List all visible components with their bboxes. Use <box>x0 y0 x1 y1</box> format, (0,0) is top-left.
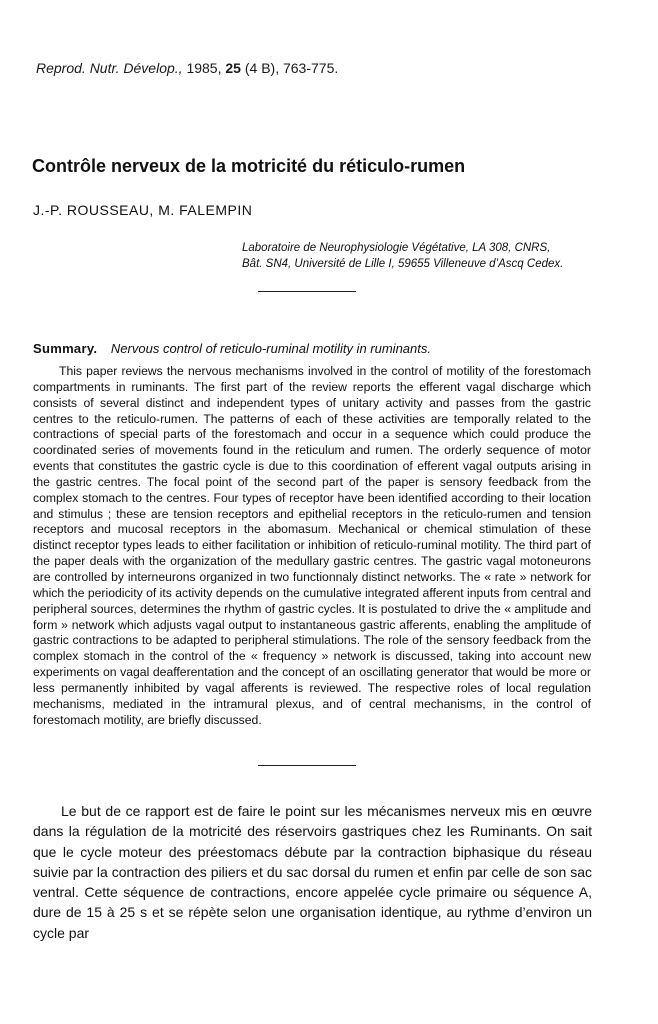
issue-pages: (4 B), 763-775. <box>244 60 339 76</box>
article-title: Contrôle nerveux de la motricité du réticulo-rumen <box>32 156 466 176</box>
section-divider-top <box>258 291 356 292</box>
summary-subtitle: Nervous control of reticulo-ruminal motility in ruminants. <box>110 341 431 356</box>
affiliation-line-2: Bât. SN4, Université de Lille I, 59655 Villeneuve d’Ascq Cedex. <box>242 258 564 270</box>
journal-citation <box>36 60 338 76</box>
abstract-text: This paper reviews the nervous mechanisms involved in the control of motility of the forestomach compartments in ruminants. The first part of the review reports the efferent vagal discharge which consists of several distinct and independent types of unitary activity and passes from the gastric centres to the reticulo-rumen. The patterns of each of these activities are temporally related to the contractions of special parts of the forestomach and occur in a sequence which could produce the coordinated series of movements found in the reticulum and rumen. The orderly sequence of motor events that constitutes the gastric cycle is due to this coordination of efferent vagal outputs arising in the gastric centres. The focal point of the second part of the paper is sensory feedback from the complex stomach to the centres. Four types of receptor have been identified according to their location and stimulus ; these are tension receptors and epithelial receptors in the reticulo-rumen and tension receptors and mucosal receptors in the abomasum. Mechanical or chemical stimulation of these distinct receptor types leads to either facilitation or inhibition of reticulo-ruminal motility. The third part of the paper deals with the organization of the medullary gastric centres. The gastric vagal motoneurons are controlled by interneurons organized in two functionnaly distinct networks. The « rate » network for which the periodicity of its activity depends on the cumulative integrated afferent inputs from central and peripheral sources, determines the rhythm of gastric cycles. It is postulated to drive the « amplitude and form » network which adjusts vagal output to instantaneous gastric afferents, enabling the amplitude of gastric contractions to be adapted to peripheral stimulations. The role of the sensory feedback from the complex stomach in the control of the « frequency » network is discussed, taking into account new experiments on vagal deafferentation and the concept of an oscillating generator that would be more or less permanently inhibited by vagal afferents is reviewed. The respective roles of local regulation mechanisms, mediated in the intramural plexus, and of central mechanisms, in the control of forestomach motility, are briefly discussed. <box>33 364 592 727</box>
affiliation-line-1: Laboratoire de Neurophysiologie Végétative, LA 308, CNRS, <box>242 242 551 254</box>
body-paragraph: Le but de ce rapport est de faire le point sur les mécanismes nerveux mis en œuvre dans la régulation de la motricité des réservoirs gastriques chez les Ruminants. On sait que le cycle moteur des préestomacs débute par la contraction biphasique du réseau suivie par la contraction des piliers et du sac dorsal du rumen et enfin par celle de son sac ventral. Cette séquence de contractions, encore appelée cycle primaire ou séquence A, dure de 15 à 25 s et se répète selon une organisation identique, au rythme d’environ un cycle par <box>33 803 592 941</box>
section-divider-bottom <box>258 765 356 766</box>
author-affiliation <box>242 240 622 272</box>
summary-heading <box>33 341 593 356</box>
volume-number: 25 <box>225 60 241 76</box>
article-authors: J.-P. ROUSSEAU, M. FALEMPIN <box>33 202 253 218</box>
summary-label: Summary. <box>33 341 98 356</box>
publication-year: 1985, <box>186 60 222 76</box>
journal-name: Reprod. Nutr. Dévelop., <box>36 60 183 76</box>
